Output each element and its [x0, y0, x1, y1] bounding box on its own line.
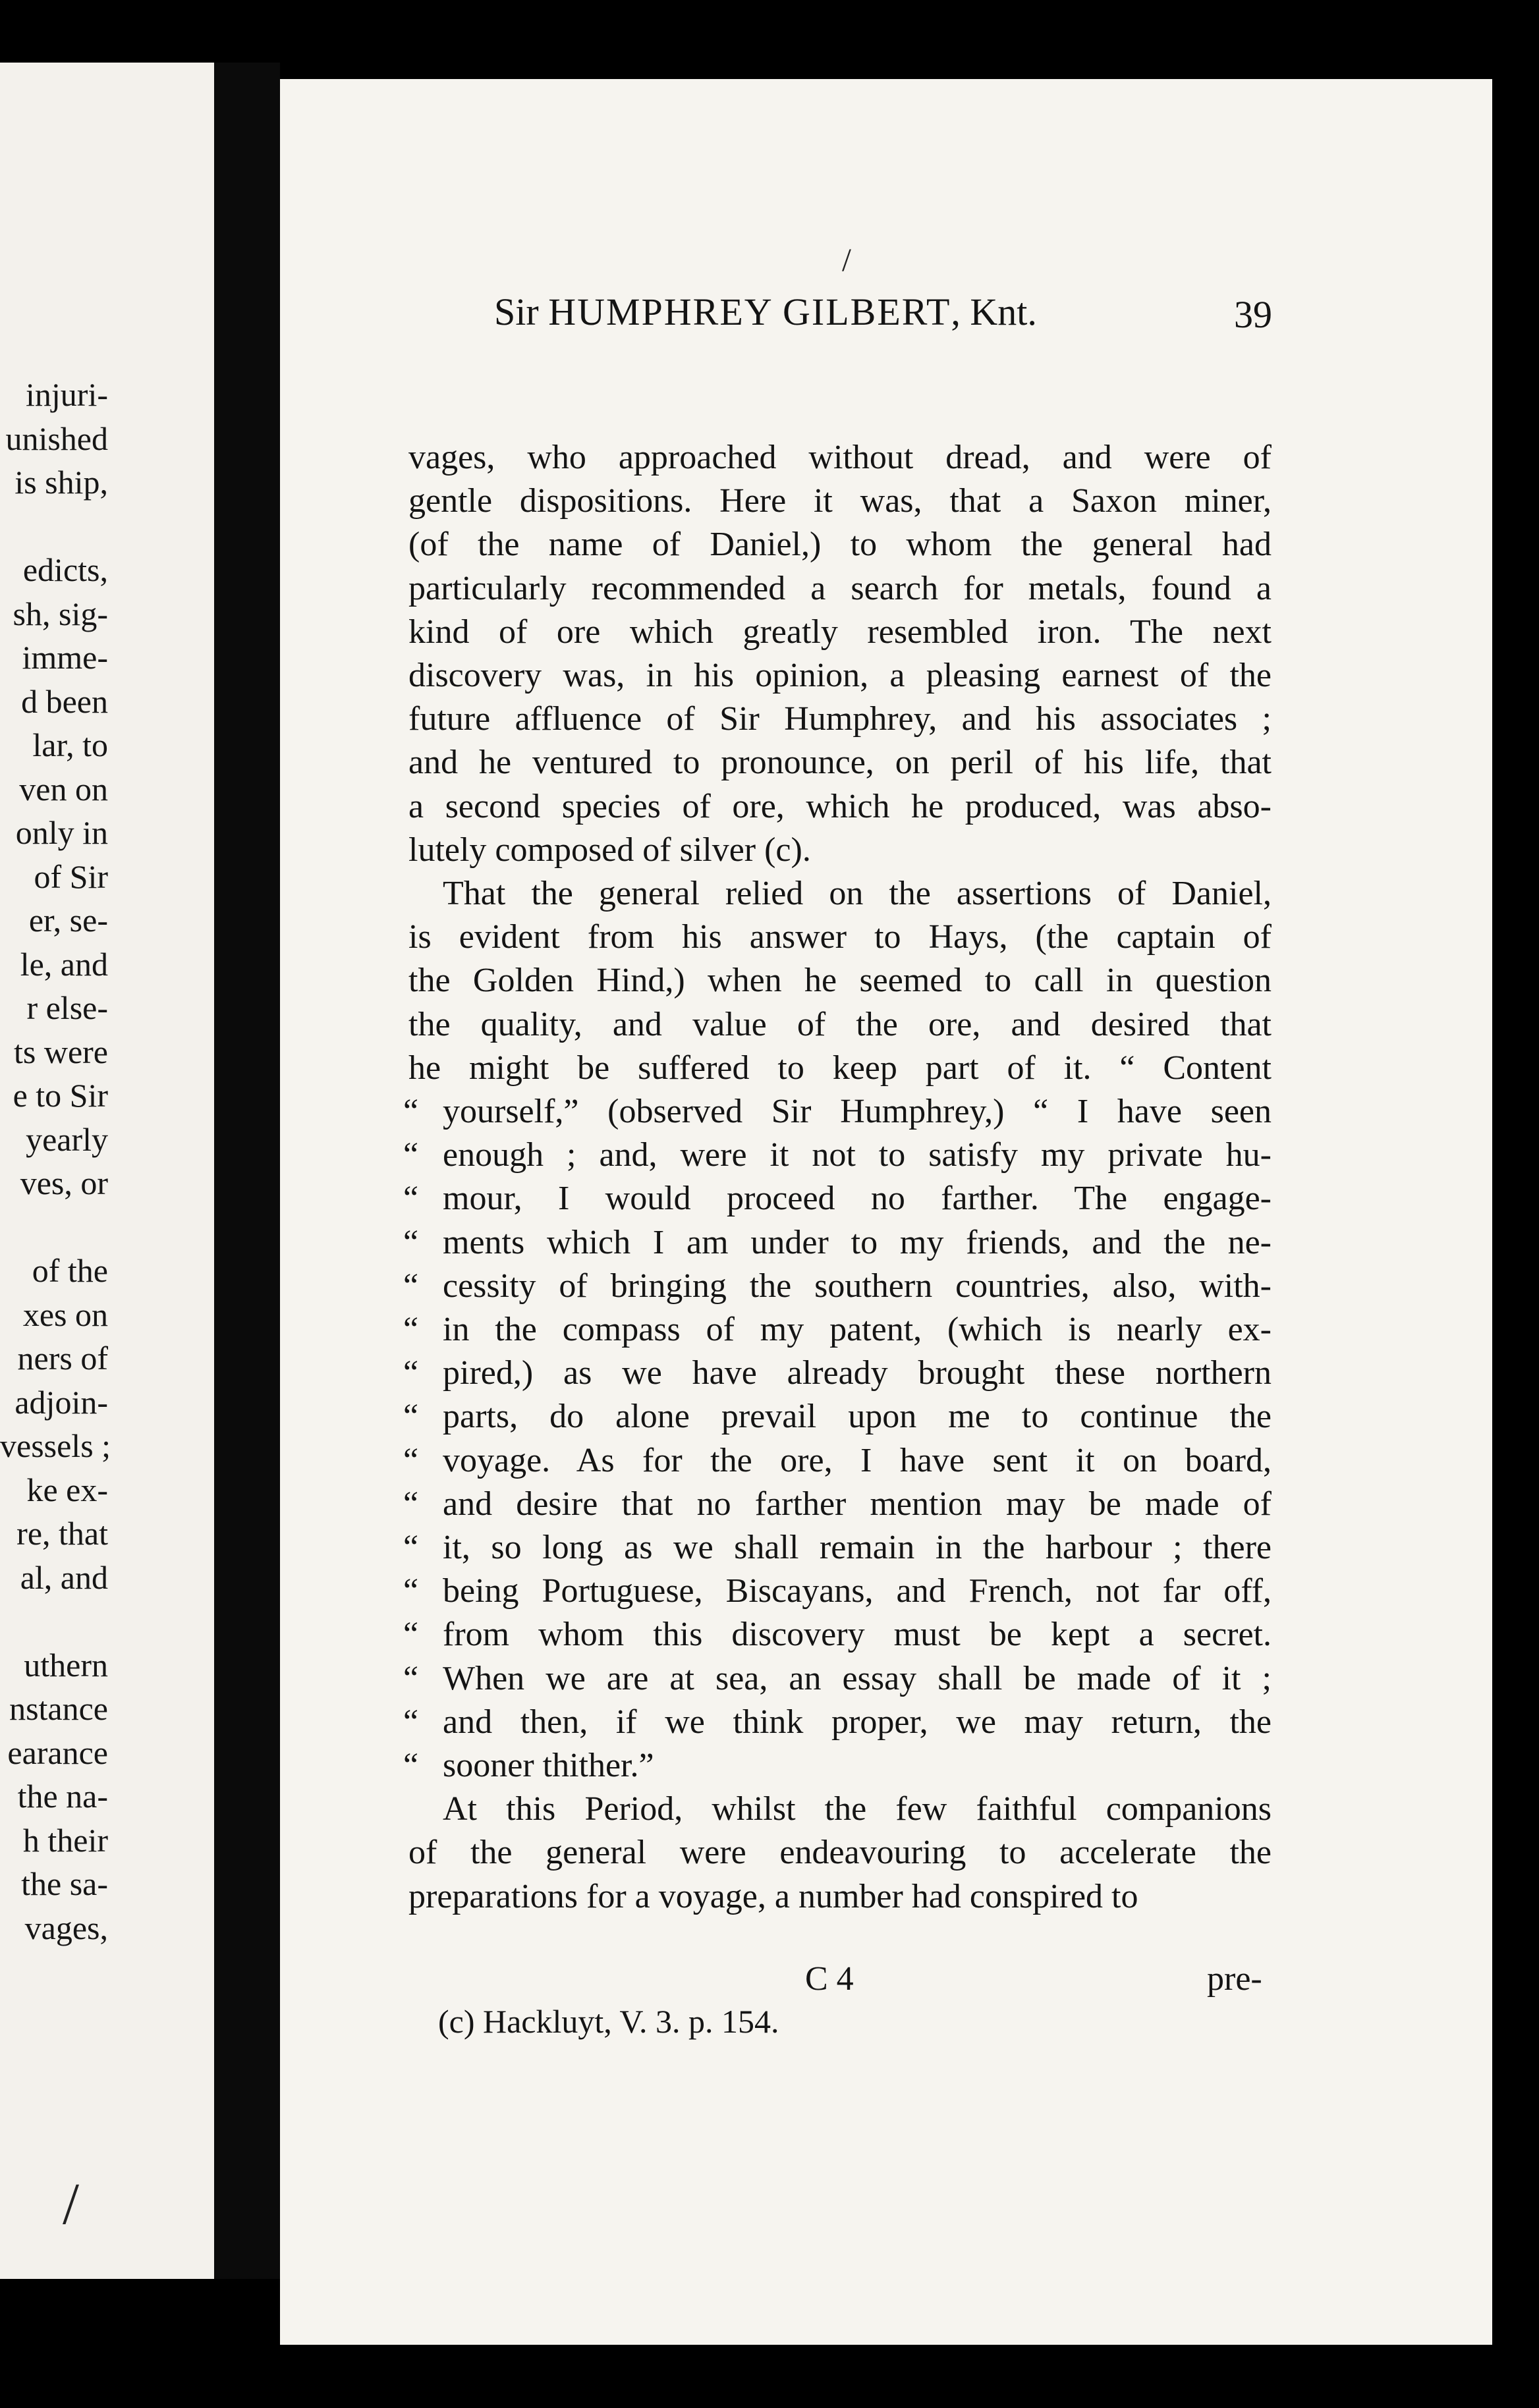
left-page-fragment: the na-: [17, 1778, 108, 1815]
catchword: pre-: [1207, 1960, 1262, 1998]
left-page-fragment: of the: [32, 1252, 108, 1289]
quote-mark: “: [403, 1267, 419, 1305]
text-line: [403, 1267, 1272, 1306]
text-line: [408, 1790, 1272, 1829]
text-line-content: cessity of bringing the southern countries, also, with-: [443, 1267, 1272, 1305]
left-page-fragment: injuri-: [26, 376, 108, 413]
text-line-content: of the general were endeavouring to accelerate the: [408, 1834, 1272, 1872]
text-line: [408, 1049, 1272, 1088]
text-line-content: a second species of ore, which he produced, was abso-: [408, 787, 1272, 825]
text-line-content: discovery was, in his opinion, a pleasing earnest of the: [408, 657, 1272, 694]
text-line: [408, 874, 1272, 914]
text-line: [403, 1615, 1272, 1655]
text-line-content: vages, who approached without dread, and were of: [408, 439, 1272, 476]
text-line-content: he might be suffered to keep part of it. “ Content: [408, 1049, 1272, 1087]
left-page-fragment: uthern: [24, 1646, 108, 1683]
quote-mark: “: [403, 1223, 419, 1261]
left-page-fragment: e to Sir: [13, 1077, 108, 1114]
text-line: [403, 1572, 1272, 1611]
text-line-content: When we are at sea, an essay shall be made of it ;: [443, 1659, 1272, 1697]
book-gutter: [214, 63, 280, 2279]
text-line-content: from whom this discovery must be kept a secret.: [443, 1616, 1272, 1654]
text-line: [408, 1005, 1272, 1045]
text-line-content: being Portuguese, Biscayans, and French, not far off,: [443, 1572, 1272, 1610]
left-page-fragment: adjoin-: [14, 1383, 108, 1421]
left-page-fragment: ves, or: [20, 1164, 108, 1201]
text-line: [408, 917, 1272, 957]
text-line: [403, 1310, 1272, 1350]
page-number: 39: [1234, 293, 1272, 336]
text-line-content: sooner thither.”: [443, 1747, 654, 1784]
text-line-content: enough ; and, were it not to satisfy my private hu-: [443, 1136, 1272, 1174]
left-page-fragment: edicts,: [22, 551, 108, 588]
quote-mark: “: [403, 1441, 419, 1479]
running-head-suffix: , Knt.: [951, 290, 1037, 333]
text-line-content: yourself,” (observed Sir Humphrey,) “ I have seen: [443, 1093, 1272, 1130]
left-page-fragment: lar, to: [32, 726, 108, 763]
left-page-fragment: of Sir: [34, 858, 108, 895]
stray-mark-left: /: [63, 2172, 80, 2237]
text-line-content: the quality, and value of the ore, and desired that: [408, 1005, 1272, 1043]
text-line: [408, 1877, 1272, 1917]
text-line: [403, 1092, 1272, 1132]
left-page-fragment: ven on: [19, 770, 108, 807]
text-line: [408, 656, 1272, 696]
text-line-content: voyage. As for the ore, I have sent it on board,: [443, 1441, 1272, 1479]
text-line-content: preparations for a voyage, a number had conspired to: [408, 1877, 1138, 1915]
text-line-content: At this Period, whilst the few faithful companions: [443, 1790, 1272, 1828]
text-line: [403, 1485, 1272, 1524]
left-page-fragment: ners of: [17, 1340, 108, 1377]
quote-mark: “: [403, 1529, 419, 1566]
text-line: [403, 1703, 1272, 1742]
text-line-content: ments which I am under to my friends, and the ne-: [443, 1223, 1272, 1261]
text-line-content: (of the name of Daniel,) to whom the general had: [408, 526, 1272, 564]
text-line: [403, 1223, 1272, 1263]
text-line: [408, 569, 1272, 609]
left-page-fragment: re, that: [16, 1515, 108, 1552]
footnote: (c) Hackluyt, V. 3. p. 154.: [438, 2003, 779, 2040]
left-page-fragment: er, se-: [28, 902, 108, 939]
left-page-fragment: is ship,: [14, 464, 108, 501]
left-page-fragment: d been: [21, 682, 108, 720]
text-line: [408, 438, 1272, 478]
running-head-prefix: Sir: [494, 290, 549, 333]
text-line: [408, 743, 1272, 782]
text-line-content: gentle dispositions. Here it was, that a Saxon miner,: [408, 482, 1272, 520]
quote-mark: “: [403, 1572, 419, 1610]
text-line-content: and desire that no farther mention may be made of: [443, 1485, 1272, 1523]
left-page-fragment: r else-: [26, 989, 108, 1026]
quote-mark: “: [403, 1180, 419, 1218]
text-line: [403, 1136, 1272, 1175]
left-page-fragment: vessels ;: [0, 1427, 111, 1464]
text-line: [408, 481, 1272, 521]
text-line: [408, 613, 1272, 652]
left-page: [0, 63, 214, 2279]
text-line-content: lutely composed of silver (c).: [408, 831, 811, 869]
text-line-content: and he ventured to pronounce, on peril of his life, that: [408, 744, 1272, 782]
left-page-fragment: yearly: [26, 1120, 108, 1158]
left-page-fragment: le, and: [20, 945, 108, 983]
text-line-content: and then, if we think proper, we may return, the: [443, 1703, 1272, 1741]
text-line: [408, 525, 1272, 564]
left-page-fragment: h their: [22, 1821, 108, 1859]
text-line: [408, 961, 1272, 1000]
text-line-content: mour, I would proceed no farther. The engage-: [443, 1180, 1272, 1218]
left-page-fragment: sh, sig-: [13, 595, 108, 632]
text-line: [408, 787, 1272, 827]
text-line: [408, 831, 1272, 870]
left-page-fragment: earance: [7, 1734, 108, 1771]
signature-mark: C 4: [805, 1960, 854, 1998]
quote-mark: “: [403, 1659, 419, 1697]
quote-mark: “: [403, 1093, 419, 1130]
left-page-fragment: unished: [5, 420, 108, 457]
text-line: [408, 1833, 1272, 1873]
quote-mark: “: [403, 1616, 419, 1654]
text-line: [403, 1441, 1272, 1481]
left-page-fragment: xes on: [22, 1296, 108, 1333]
left-page-fragment: imme-: [22, 639, 108, 676]
left-page-fragment: only in: [15, 814, 108, 851]
text-line: [408, 699, 1272, 739]
text-line: [403, 1746, 1272, 1786]
text-line-content: kind of ore which greatly resembled iron. The next: [408, 613, 1272, 651]
left-page-fragment: ts were: [14, 1033, 108, 1070]
left-page-fragment: ke ex-: [26, 1471, 108, 1508]
quote-mark: “: [403, 1747, 419, 1784]
text-line-content: pired,) as we have already brought these northern: [443, 1354, 1272, 1392]
running-head: [494, 290, 1037, 334]
text-line: [403, 1397, 1272, 1437]
left-page-fragment: nstance: [9, 1690, 108, 1727]
quote-mark: “: [403, 1311, 419, 1348]
left-page-fragment: the sa-: [21, 1865, 108, 1902]
quote-mark: “: [403, 1703, 419, 1741]
left-page-fragment: vages,: [24, 1909, 108, 1946]
quote-mark: “: [403, 1136, 419, 1174]
quote-mark: “: [403, 1354, 419, 1392]
quote-mark: “: [403, 1398, 419, 1436]
quote-mark: “: [403, 1485, 419, 1523]
text-line-content: future affluence of Sir Humphrey, and his associates ;: [408, 700, 1272, 738]
text-line: [403, 1528, 1272, 1568]
running-head-name: HUMPHREY GILBERT: [548, 290, 951, 333]
text-line-content: it, so long as we shall remain in the harbour ; there: [443, 1529, 1272, 1566]
text-line-content: in the compass of my patent, (which is nearly ex-: [443, 1311, 1272, 1348]
text-line-content: That the general relied on the assertions of Daniel,: [443, 875, 1272, 912]
text-line-content: parts, do alone prevail upon me to continue the: [443, 1398, 1272, 1436]
text-line: [403, 1354, 1272, 1393]
text-line: [403, 1659, 1272, 1699]
text-line-content: particularly recommended a search for metals, found a: [408, 569, 1272, 607]
text-line: [403, 1179, 1272, 1218]
left-page-fragment: al, and: [20, 1558, 108, 1596]
text-line-content: the Golden Hind,) when he seemed to call in question: [408, 962, 1272, 1000]
text-line-content: is evident from his answer to Hays, (the captain of: [408, 918, 1272, 956]
stray-mark: /: [842, 241, 851, 278]
